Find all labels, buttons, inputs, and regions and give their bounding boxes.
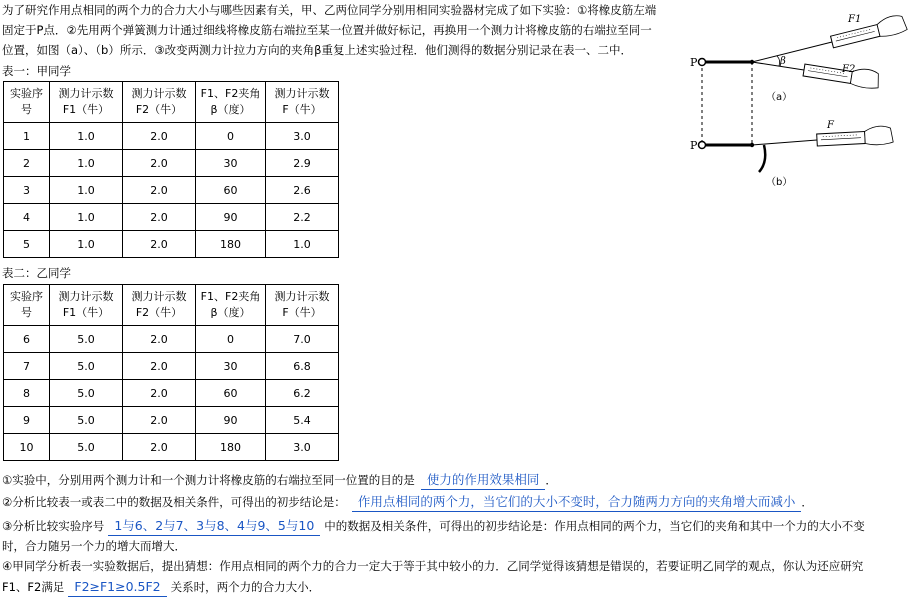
table-row xyxy=(4,123,339,150)
q2-answer: 作用点相同的两个力，当它们的大小不变时，合力随两力方向的夹角增大而减小 xyxy=(352,493,802,512)
header-text: F（牛） xyxy=(282,306,322,319)
header-text: F2（牛） xyxy=(135,103,183,116)
header-text: F（牛） xyxy=(282,103,322,116)
header-cell xyxy=(196,285,266,326)
table-cell: 5.0 xyxy=(50,380,123,407)
table-cell: 7.0 xyxy=(266,326,339,353)
string-f2 xyxy=(752,62,804,70)
table-row xyxy=(4,177,339,204)
header-text: F1（牛） xyxy=(62,306,110,319)
label-f2: F2 xyxy=(842,64,856,75)
table-cell: 2 xyxy=(4,150,50,177)
table1 xyxy=(3,81,339,258)
table-cell: 9 xyxy=(4,407,50,434)
table-cell: 1.0 xyxy=(50,150,123,177)
caption-b: （b） xyxy=(766,177,793,188)
table-cell: 6 xyxy=(4,326,50,353)
table-cell: 10 xyxy=(4,434,50,461)
intro-line-1: 为了研究作用点相同的两个力的合力大小与哪些因素有关，甲、乙两位同学分别用相同实验器材完成了如下实验：①将橡皮筋左端 xyxy=(2,3,657,17)
loose-string xyxy=(759,145,765,172)
q1-suffix: ． xyxy=(545,473,557,487)
table-row xyxy=(4,407,339,434)
label-f1: F1 xyxy=(848,14,862,25)
table-cell: 5.0 xyxy=(50,326,123,353)
header-cell xyxy=(4,285,50,326)
pin-p-b xyxy=(699,142,706,149)
table-cell: 30 xyxy=(196,150,266,177)
pin-p-a xyxy=(699,59,706,66)
table-cell: 2.0 xyxy=(123,353,196,380)
table-cell: 6.8 xyxy=(266,353,339,380)
table-cell: 2.0 xyxy=(123,380,196,407)
header-text: β（度） xyxy=(210,103,251,116)
header-text: 实验序 xyxy=(10,87,43,100)
caption-a: （a） xyxy=(766,92,793,103)
table-cell: 8 xyxy=(4,380,50,407)
table-row xyxy=(4,380,339,407)
table-cell: 2.0 xyxy=(123,150,196,177)
table-cell: 4 xyxy=(4,204,50,231)
header-text: F1、F2夹角 xyxy=(200,290,261,303)
table-row xyxy=(4,231,339,258)
table-cell: 60 xyxy=(196,177,266,204)
table1-caption: 表一：甲同学 xyxy=(2,64,71,78)
header-text: 实验序 xyxy=(10,290,43,303)
q1-answer: 使力的作用效果相同 xyxy=(421,471,546,490)
table-cell: 5 xyxy=(4,231,50,258)
table-cell: 2.0 xyxy=(123,177,196,204)
table-cell: 5.0 xyxy=(50,353,123,380)
label-p-b: P xyxy=(690,139,698,152)
table-cell: 5.0 xyxy=(50,407,123,434)
table-row xyxy=(4,434,339,461)
header-text: F1（牛） xyxy=(62,103,110,116)
table-row xyxy=(4,353,339,380)
q3-suffix: 中的数据及相关条件，可得出的初步结论是：作用点相同的两个力，当它们的夹角和其中一个力的大小不变 xyxy=(324,519,865,533)
table-cell: 3 xyxy=(4,177,50,204)
table-cell: 2.0 xyxy=(123,123,196,150)
table-row xyxy=(4,204,339,231)
header-text: 测力计示数 xyxy=(131,290,187,303)
q2-prefix: ②分析比较表一或表二中的数据及相关条件，可得出的初步结论是： xyxy=(2,495,346,509)
header-text: 测力计示数 xyxy=(58,290,114,303)
table-header-row xyxy=(4,285,339,326)
header-cell xyxy=(123,285,196,326)
intro-line-3: 位置，如图（a）、（b）所示．③改变两测力计拉力方向的夹角β重复上述实验过程．他们测得的数据分别记录在表一、二中． xyxy=(2,43,632,57)
question-1 xyxy=(2,471,557,490)
q3-answer: 1与6、2与7、3与8、4与9、5与10 xyxy=(108,517,320,536)
q4-answer: F2≥F1≥0.5F2 xyxy=(68,578,166,597)
table-cell: 1.0 xyxy=(50,231,123,258)
header-text: 测力计示数 xyxy=(58,87,114,100)
table-cell: 6.2 xyxy=(266,380,339,407)
header-text: 号 xyxy=(21,306,32,319)
table-cell: 2.2 xyxy=(266,204,339,231)
q4-suffix: 关系时，两个力的合力大小． xyxy=(170,580,321,594)
table-row xyxy=(4,326,339,353)
q4-prefix: F1、F2满足 xyxy=(2,580,65,594)
spring-scale-f1 xyxy=(829,13,907,49)
label-p-a: P xyxy=(690,56,698,69)
table-cell: 1.0 xyxy=(266,231,339,258)
header-cell xyxy=(50,82,123,123)
header-cell xyxy=(123,82,196,123)
intro-line-2: 固定于P点．②先用两个弹簧测力计通过细线将橡皮筋右端拉至某一位置并做好标记，再换用一个测力计将橡皮筋的右端拉至同一 xyxy=(2,23,652,37)
table-cell: 2.0 xyxy=(123,434,196,461)
header-text: F1、F2夹角 xyxy=(200,87,261,100)
header-text: 测力计示数 xyxy=(131,87,187,100)
table-cell: 3.0 xyxy=(266,123,339,150)
q3-prefix: ③分析比较实验序号 xyxy=(2,519,105,533)
label-beta: β xyxy=(780,56,786,67)
table-cell: 1.0 xyxy=(50,177,123,204)
table-cell: 180 xyxy=(196,434,266,461)
table-cell: 7 xyxy=(4,353,50,380)
table-cell: 2.0 xyxy=(123,326,196,353)
header-text: 号 xyxy=(21,103,32,116)
q2-suffix: ． xyxy=(801,495,813,509)
header-text: 测力计示数 xyxy=(274,290,330,303)
table-cell: 180 xyxy=(196,231,266,258)
string-f1 xyxy=(752,42,832,62)
experiment-figure xyxy=(682,0,917,195)
table-cell: 0 xyxy=(196,326,266,353)
table-cell: 1 xyxy=(4,123,50,150)
header-cell xyxy=(4,82,50,123)
header-cell xyxy=(266,285,339,326)
label-f: F xyxy=(827,120,834,131)
table-cell: 2.0 xyxy=(123,204,196,231)
table-row xyxy=(4,150,339,177)
table2-caption: 表二：乙同学 xyxy=(2,266,71,280)
table-cell: 2.0 xyxy=(123,231,196,258)
table-cell: 0 xyxy=(196,123,266,150)
question-3 xyxy=(2,517,865,536)
table-cell: 3.0 xyxy=(266,434,339,461)
header-cell xyxy=(266,82,339,123)
table-cell: 2.6 xyxy=(266,177,339,204)
header-text: β（度） xyxy=(210,306,251,319)
table-cell: 5.0 xyxy=(50,434,123,461)
question-2 xyxy=(2,493,813,512)
header-cell xyxy=(50,285,123,326)
table-cell: 60 xyxy=(196,380,266,407)
table-cell: 90 xyxy=(196,407,266,434)
question-4-line-1: ④甲同学分析表一实验数据后，提出猜想：作用点相同的两个力的合力一定大于等于其中较小的力．乙同学觉得该猜想是错误的，若要证明乙同学的观点，你认为还应研究 xyxy=(2,559,864,573)
header-cell xyxy=(196,82,266,123)
q1-prefix: ①实验中，分别用两个测力计和一个测力计将橡皮筋的右端拉至同一位置的目的是 xyxy=(2,473,415,487)
table-cell: 2.9 xyxy=(266,150,339,177)
header-text: F2（牛） xyxy=(135,306,183,319)
table-cell: 5.4 xyxy=(266,407,339,434)
table-cell: 1.0 xyxy=(50,204,123,231)
table-header-row xyxy=(4,82,339,123)
question-3-line-2: 时，合力随另一个力的增大而增大． xyxy=(2,539,186,553)
header-text: 测力计示数 xyxy=(274,87,330,100)
table-cell: 90 xyxy=(196,204,266,231)
table-cell: 1.0 xyxy=(50,123,123,150)
string-f xyxy=(752,140,817,145)
question-4-line-2 xyxy=(2,578,320,597)
table-cell: 2.0 xyxy=(123,407,196,434)
table2 xyxy=(3,284,339,461)
table-cell: 30 xyxy=(196,353,266,380)
